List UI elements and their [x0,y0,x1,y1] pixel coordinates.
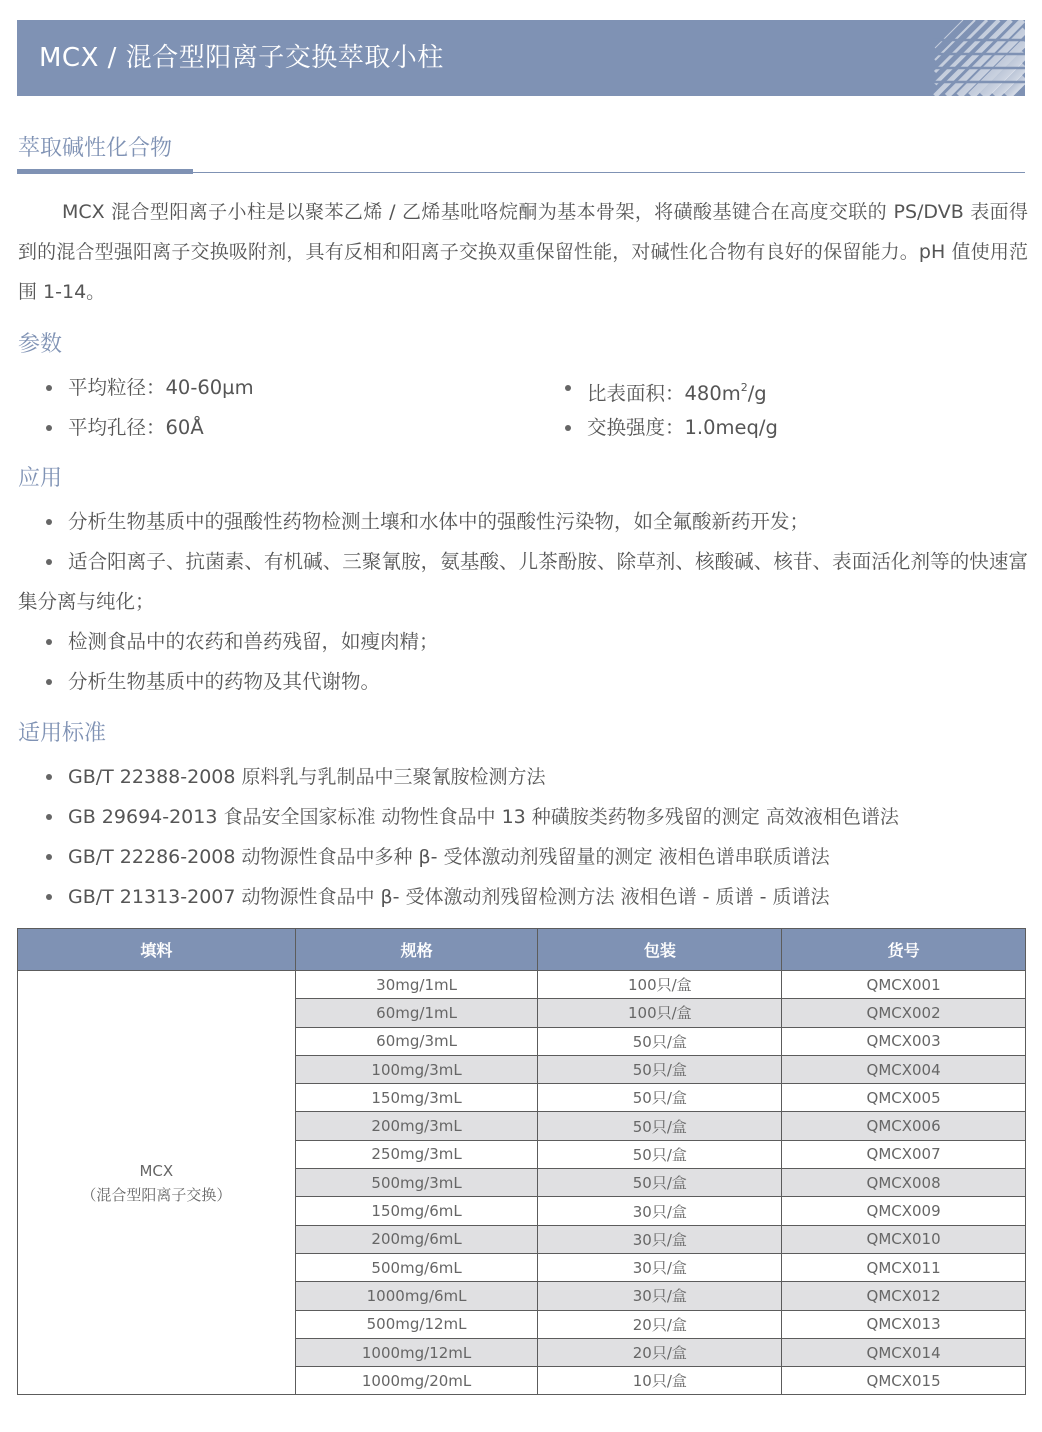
bullet-icon [46,854,52,860]
table-header-row [18,929,1026,971]
bullet-icon [46,774,52,780]
bullet-icon [46,385,52,391]
param-value: 60Å [165,416,204,439]
spec-cell: 30mg/1mL [295,971,538,999]
code-cell: QMCX004 [782,1055,1026,1083]
title-banner [17,20,1025,96]
code-cell: QMCX003 [782,1027,1026,1055]
package-cell: 50只/盒 [538,1084,782,1112]
bullet-icon [46,639,52,645]
section-title: 萃取碱性化合物 [18,136,173,161]
package-cell: 10只/盒 [538,1367,782,1395]
package-cell: 50只/盒 [538,1112,782,1140]
package-cell: 20只/盒 [538,1338,782,1366]
spec-cell: 1000mg/6mL [295,1282,538,1310]
param-suffix: /g [747,382,767,405]
param-item-pore-size [18,408,204,448]
bullet-icon [46,814,52,820]
column-header-package: 包装 [538,929,782,971]
package-cell: 30只/盒 [538,1282,782,1310]
spec-cell: 60mg/3mL [295,1027,538,1055]
filler-cell [18,971,296,1395]
product-spec-table [17,928,1026,1395]
spec-cell: 500mg/12mL [295,1310,538,1338]
param-label: 平均孔径： [68,416,166,439]
section-underline-accent [17,169,193,174]
spec-cell: 500mg/6mL [295,1253,538,1281]
page-title: MCX / 混合型阳离子交换萃取小柱 [39,43,444,73]
code-cell: QMCX015 [782,1367,1026,1395]
applications-heading: 应用 [18,466,63,491]
code-cell: QMCX007 [782,1140,1026,1168]
column-header-filler: 填料 [18,929,296,971]
spec-cell: 200mg/3mL [295,1112,538,1140]
code-cell: QMCX002 [782,999,1026,1027]
package-cell: 100只/盒 [538,999,782,1027]
list-item: GB 29694-2013 食品安全国家标准 动物性食品中 13 种磺胺类药物多残留的测定 高效液相色谱法 [18,797,1028,837]
bullet-icon [46,894,52,900]
spec-cell: 100mg/3mL [295,1055,538,1083]
param-value: 480m [684,382,741,405]
table-row [18,971,1026,999]
filler-description: （混合型阳离子交换） [81,1185,232,1204]
package-cell: 50只/盒 [538,1169,782,1197]
param-label: 比表面积： [587,382,685,405]
package-cell: 50只/盒 [538,1055,782,1083]
standards-heading: 适用标准 [18,721,107,746]
list-item: 分析生物基质中的强酸性药物检测土壤和水体中的强酸性污染物，如全氟酸新药开发； [18,502,1028,542]
list-item: GB/T 22388-2008 原料乳与乳制品中三聚氰胺检测方法 [18,757,1028,797]
list-item: 适合阳离子、抗菌素、有机碱、三聚氰胺，氨基酸、儿茶酚胺、除草剂、核酸碱、核苷、表面活化剂等的快速富集分离与纯化； [18,550,1028,613]
code-cell: QMCX005 [782,1084,1026,1112]
package-cell: 20只/盒 [538,1310,782,1338]
bullet-icon [565,425,571,431]
package-cell: 30只/盒 [538,1253,782,1281]
spec-cell: 1000mg/20mL [295,1367,538,1395]
spec-cell: 200mg/6mL [295,1225,538,1253]
section-heading [17,132,1025,176]
code-cell: QMCX012 [782,1282,1026,1310]
package-cell: 30只/盒 [538,1225,782,1253]
spec-cell: 500mg/3mL [295,1169,538,1197]
list-item: 检测食品中的农药和兽药残留，如瘦肉精； [18,622,1028,662]
code-cell: QMCX011 [782,1253,1026,1281]
spec-cell: 250mg/3mL [295,1140,538,1168]
code-cell: QMCX001 [782,971,1026,999]
code-cell: QMCX013 [782,1310,1026,1338]
bullet-icon [46,679,52,685]
standards-list [18,757,1028,917]
code-cell: QMCX008 [782,1169,1026,1197]
spec-cell: 60mg/1mL [295,999,538,1027]
column-header-code: 货号 [782,929,1026,971]
code-cell: QMCX010 [782,1225,1026,1253]
param-label: 交换强度： [587,416,685,439]
code-cell: QMCX006 [782,1112,1026,1140]
package-cell: 50只/盒 [538,1027,782,1055]
intro-paragraph: MCX 混合型阳离子小柱是以聚苯乙烯 / 乙烯基吡咯烷酮为基本骨架，将磺酸基键合在高度交联的 PS/DVB 表面得到的混合型强阳离子交换吸附剂，具有反相和阳离子交换双重保留性能，对碱性化合物有良好的保留能力。pH 值使用范围 1-14。 [18,201,1028,303]
bullet-icon [565,385,571,391]
column-header-spec: 规格 [295,929,538,971]
param-superscript: 2 [740,381,748,394]
param-item-exchange-capacity [537,408,778,448]
bullet-icon [46,559,52,565]
param-label: 平均粒径： [68,376,166,399]
package-cell: 50只/盒 [538,1140,782,1168]
param-value: 40-60µm [165,376,254,399]
filler-name: MCX [139,1161,174,1180]
param-value: 1.0meq/g [684,416,778,439]
bullet-icon [46,425,52,431]
package-cell: 30只/盒 [538,1197,782,1225]
list-item: GB/T 22286-2008 动物源性食品中多种 β- 受体激动剂残留量的测定 液相色谱串联质谱法 [18,837,1028,877]
spec-cell: 150mg/3mL [295,1084,538,1112]
applications-list [18,502,1028,702]
spec-cell: 150mg/6mL [295,1197,538,1225]
bullet-icon [46,519,52,525]
code-cell: QMCX009 [782,1197,1026,1225]
params-heading: 参数 [18,332,63,357]
spec-cell: 1000mg/12mL [295,1338,538,1366]
section-divider [193,172,1025,173]
param-item-particle-size [18,368,254,408]
package-cell: 100只/盒 [538,971,782,999]
list-item: GB/T 21313-2007 动物源性食品中 β- 受体激动剂残留检测方法 液相色谱 - 质谱 - 质谱法 [18,877,1028,917]
list-item: 分析生物基质中的药物及其代谢物。 [18,662,1028,702]
code-cell: QMCX014 [782,1338,1026,1366]
diagonal-stripes-decoration-icon [933,20,1025,96]
